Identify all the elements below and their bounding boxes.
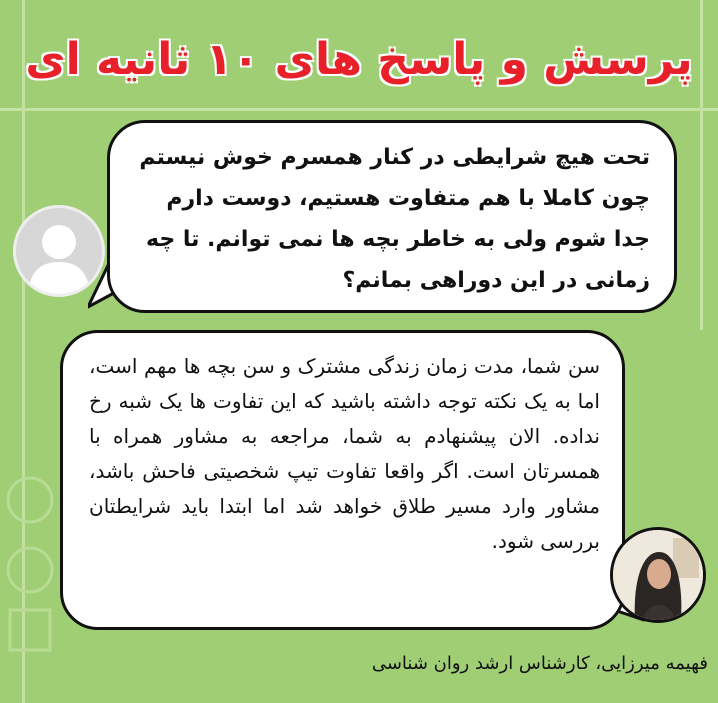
answer-text: سن شما، مدت زمان زندگی مشترک و سن بچه ها مهم است، اما به یک نکته توجه داشته باشید که این تفاوت ها یک شبه رخ نداده. الان پیشنهادم به شما، مراجعه به مشاور همراه با همسرتان است. اگر واقعا تفاوت تیپ شخصیتی فاحش باشد، مشاور وارد مسیر طلاق خواهد شد اما ابتدا باید شرایطتان بررسی شود. bbox=[89, 354, 600, 553]
expert-photo bbox=[610, 527, 706, 623]
expert-byline: فهیمه میرزایی، کارشناس ارشد روان شناسی bbox=[371, 653, 708, 674]
question-bubble bbox=[107, 120, 677, 313]
question-text: تحت هیچ شرایطی در کنار همسرم خوش نیستم چون کاملا با هم متفاوت هستیم، دوست دارم جدا شوم ولی به خاطر بچه ها نمی توانم. تا چه زمانی در این دوراهی بمانم؟ bbox=[139, 145, 650, 293]
frame-line-top bbox=[0, 108, 718, 111]
user-avatar bbox=[13, 205, 105, 297]
expert-portrait-icon bbox=[613, 530, 703, 620]
page-title: پرسش و پاسخ های ۱۰ ثانیه ای bbox=[25, 34, 693, 85]
decorative-pattern bbox=[0, 460, 60, 660]
user-silhouette-icon bbox=[16, 208, 102, 294]
answer-bubble bbox=[60, 330, 625, 630]
